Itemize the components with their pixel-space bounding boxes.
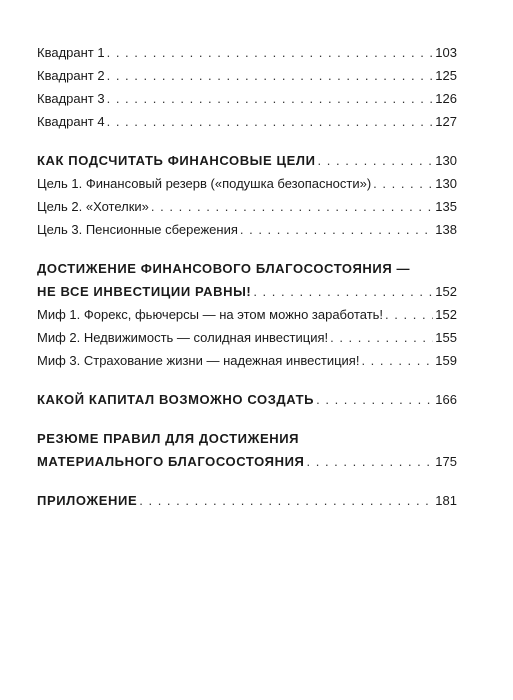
toc-entry-page: 166 — [435, 392, 457, 407]
dot-leader — [318, 149, 434, 172]
toc-entry-title: Цель 3. Пенсионные сбережения — [37, 222, 238, 237]
toc-entry-page: 159 — [435, 353, 457, 368]
dot-leader — [253, 280, 433, 303]
toc-entry-quadrant-2[interactable] — [37, 64, 457, 87]
toc-entry-myth-3[interactable] — [37, 349, 457, 372]
toc-entry-myth-2[interactable] — [37, 326, 457, 349]
toc-heading-title: НЕ ВСЕ ИНВЕСТИЦИИ РАВНЫ! — [37, 284, 252, 299]
toc-entry-title: Миф 1. Форекс, фьючерсы — на этом можно заработать! — [37, 307, 384, 322]
toc-entry-page: 125 — [435, 68, 457, 83]
toc-entry-goal-3[interactable] — [37, 218, 457, 241]
toc-entry-quadrant-1[interactable] — [37, 41, 457, 64]
section-gap — [37, 241, 457, 257]
toc-entry-page: 103 — [435, 45, 457, 60]
toc-entry-title: Цель 1. Финансовый резерв («подушка безопасности») — [37, 176, 372, 191]
section-gap — [37, 372, 457, 388]
toc-entry-title: Миф 3. Страхование жизни — надежная инвестиция! — [37, 353, 360, 368]
dot-leader — [361, 349, 433, 372]
toc-entry-page: 155 — [435, 330, 457, 345]
toc-entry-title: Квадрант 2 — [37, 68, 105, 83]
dot-leader — [385, 303, 433, 326]
toc-entry-page: 130 — [435, 176, 457, 191]
dot-leader — [316, 388, 433, 411]
table-of-contents — [37, 41, 457, 512]
toc-entry-page: 138 — [435, 222, 457, 237]
toc-entry-goal-1[interactable] — [37, 172, 457, 195]
toc-entry-myth-1[interactable] — [37, 303, 457, 326]
toc-entry-quadrant-4[interactable] — [37, 110, 457, 133]
toc-heading-summary[interactable] — [37, 450, 457, 473]
toc-entry-title: Квадрант 4 — [37, 114, 105, 129]
dot-leader — [330, 326, 433, 349]
dot-leader — [107, 110, 434, 133]
toc-entry-page: 126 — [435, 91, 457, 106]
toc-heading-goals[interactable] — [37, 149, 457, 172]
dot-leader — [107, 64, 434, 87]
toc-heading-title: КАКОЙ КАПИТАЛ ВОЗМОЖНО СОЗДАТЬ — [37, 392, 315, 407]
dot-leader — [151, 195, 433, 218]
toc-entry-page: 181 — [435, 493, 457, 508]
toc-heading-title: ПРИЛОЖЕНИЕ — [37, 493, 138, 508]
toc-entry-quadrant-3[interactable] — [37, 87, 457, 110]
toc-entry-title: Квадрант 3 — [37, 91, 105, 106]
dot-leader — [373, 172, 433, 195]
toc-entry-page: 135 — [435, 199, 457, 214]
toc-entry-page: 175 — [435, 454, 457, 469]
dot-leader — [107, 87, 434, 110]
toc-heading-summary-line1[interactable]: РЕЗЮМЕ ПРАВИЛ ДЛЯ ДОСТИЖЕНИЯ — [37, 431, 300, 446]
section-gap — [37, 473, 457, 489]
section-gap — [37, 411, 457, 427]
dot-leader — [139, 489, 433, 512]
toc-entry-goal-2[interactable] — [37, 195, 457, 218]
section-gap — [37, 133, 457, 149]
toc-heading-capital[interactable] — [37, 388, 457, 411]
toc-entry-title: Квадрант 1 — [37, 45, 105, 60]
dot-leader — [240, 218, 433, 241]
toc-entry-page: 130 — [435, 153, 457, 168]
toc-heading-wealth-line1[interactable]: ДОСТИЖЕНИЕ ФИНАНСОВОГО БЛАГОСОСТОЯНИЯ — — [37, 261, 411, 276]
toc-heading-wealth[interactable] — [37, 280, 457, 303]
toc-entry-title: Миф 2. Недвижимость — солидная инвестиция! — [37, 330, 329, 345]
toc-heading-title: МАТЕРИАЛЬНОГО БЛАГОСОСТОЯНИЯ — [37, 454, 305, 469]
toc-entry-page: 152 — [435, 284, 457, 299]
toc-entry-title: Цель 2. «Хотелки» — [37, 199, 149, 214]
toc-heading-title: КАК ПОДСЧИТАТЬ ФИНАНСОВЫЕ ЦЕЛИ — [37, 153, 316, 168]
toc-entry-page: 152 — [435, 307, 457, 322]
dot-leader — [307, 450, 434, 473]
dot-leader — [107, 41, 434, 64]
toc-entry-page: 127 — [435, 114, 457, 129]
toc-heading-appendix[interactable] — [37, 489, 457, 512]
